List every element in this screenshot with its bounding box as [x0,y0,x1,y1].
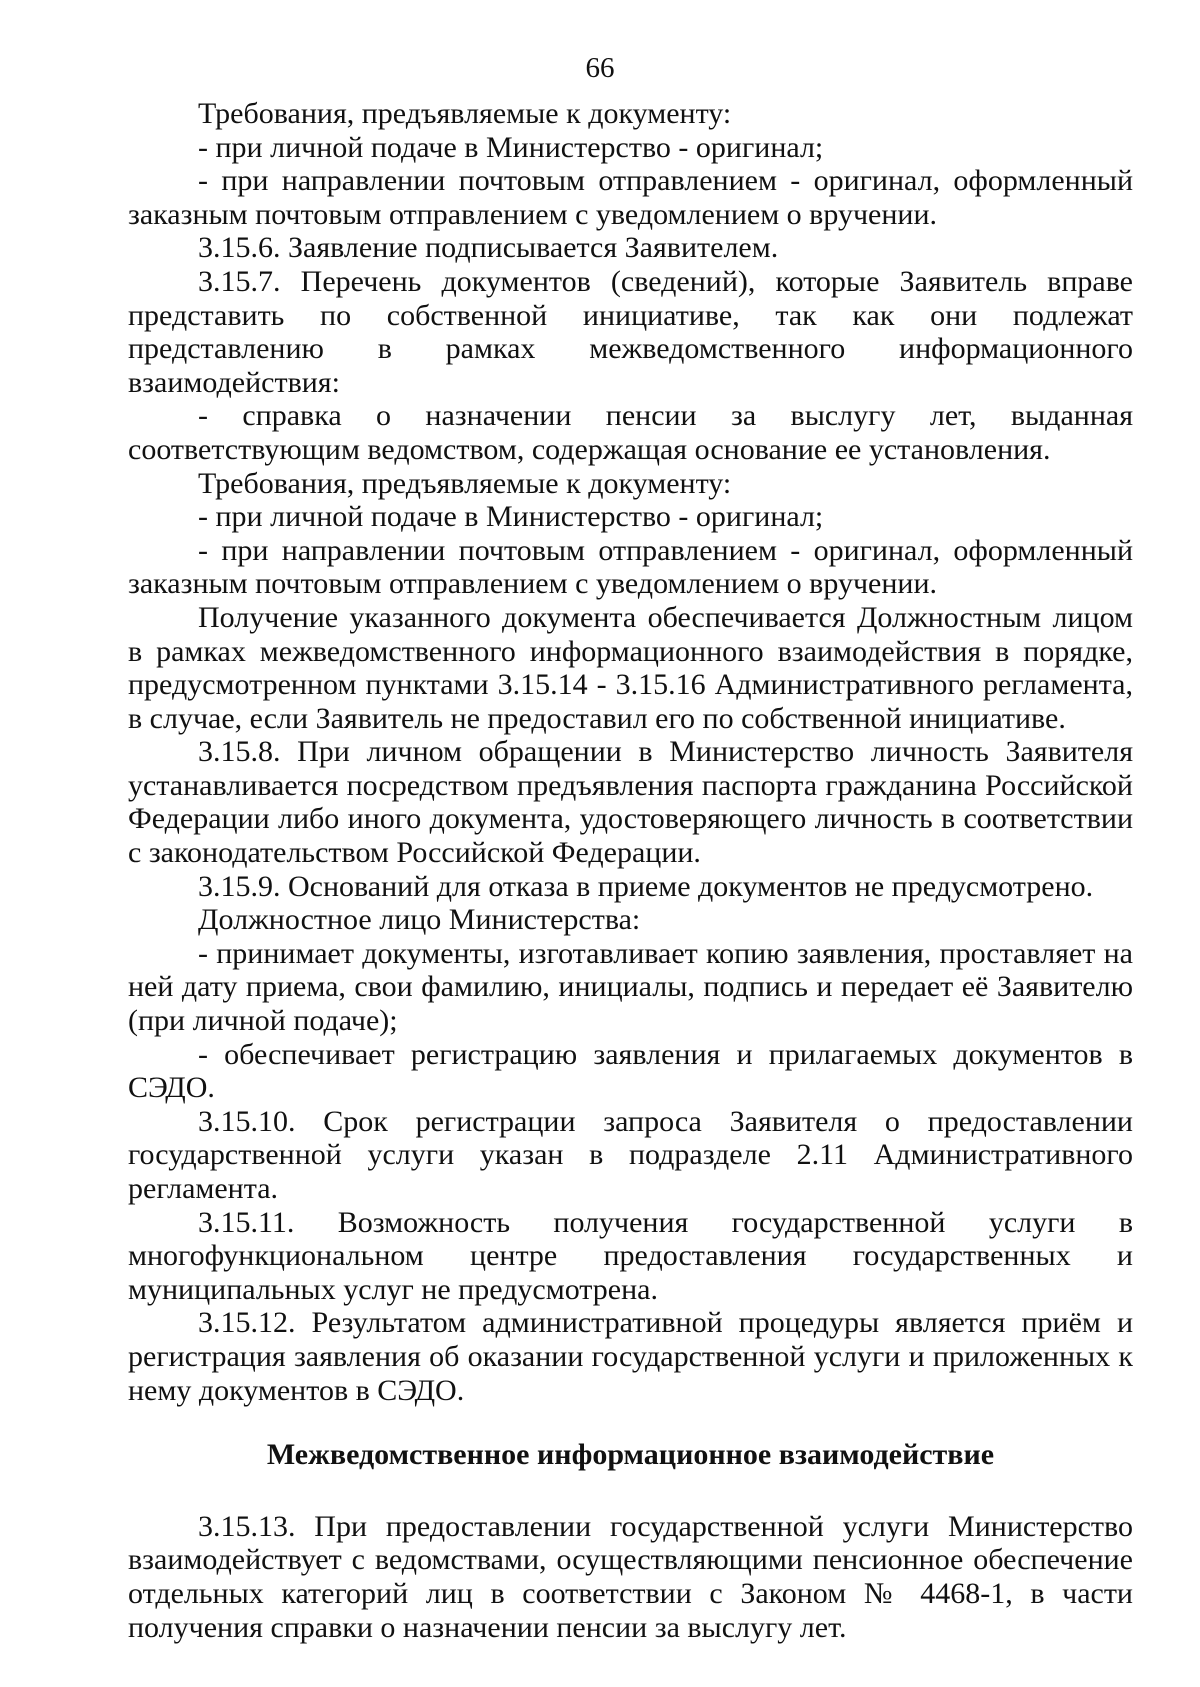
paragraph: - принимает документы, изготавливает копию заявления, проставляет на ней дату приема, свои фамилию, инициалы, подпись и передает её Заявителю (при личной подаче); [128,936,1133,1038]
paragraph: - при личной подаче в Министерство - оригинал; [198,130,824,164]
paragraph: 3.15.11. Возможность получения государственной услуги в многофункциональном центре предоставления государственных и муниципальных услуг не предусмотрена. [128,1205,1133,1306]
paragraph: 3.15.9. Оснований для отказа в приеме документов не предусмотрено. [198,869,1094,903]
paragraph: - при личной подаче в Министерство - оригинал; [198,500,824,534]
paragraph: - при направлении почтовым отправлением - оригинал, оформленный заказным почтовым отправлением с уведомлением о вручении. [128,164,1133,231]
paragraph: 3.15.7. Перечень документов (сведений), которые Заявитель вправе представить по собственной инициативе, так как они подлежат представлению в рамках межведомственного информационного взаимодействия: [128,264,1133,399]
paragraph: Требования, предъявляемые к документу: [198,466,732,500]
paragraph: 3.15.13. При предоставлении государственной услуги Министерство взаимодействует с ведомствами, осуществляющими пенсионное обеспечение отдельных категорий лиц в соответствии с Законом № 4468-1, в части получения справки о назначении пенсии за выслугу лет. [128,1509,1133,1644]
page-number: 66 [585,52,615,84]
paragraph: - при направлении почтовым отправлением - оригинал, оформленный заказным почтовым отправлением с уведомлением о вручении. [128,533,1133,601]
paragraph: 3.15.8. При личном обращении в Министерство личность Заявителя устанавливается посредством предъявления паспорта гражданина Российской Федерации либо иного документа, удостоверяющего личность в соответствии с законодательством Российской Федерации. [128,735,1133,870]
paragraph: 3.15.6. Заявление подписывается Заявителем. [198,231,779,265]
page-body [128,97,1133,1644]
paragraph: Должностное лицо Министерства: [198,903,641,937]
paragraph: Требования, предъявляемые к документу: [198,97,732,130]
paragraph: 3.15.12. Результатом административной процедуры является приём и регистрация заявления об оказании государственной услуги и приложенных к нему документов в СЭДО. [128,1306,1133,1407]
paragraph: 3.15.10. Срок регистрации запроса Заявителя о предоставлении государственной услуги указан в подразделе 2.11 Административного регламента. [128,1104,1133,1205]
section-heading: Межведомственное информационное взаимодействие [266,1438,995,1472]
paragraph: - справка о назначении пенсии за выслугу лет, выданная соответствующим ведомством, содержащая основание ее установления. [128,399,1133,466]
paragraph: Получение указанного документа обеспечивается Должностным лицом в рамках межведомственного информационного взаимодействия в порядке, предусмотренном пунктами 3.15.14 - 3.15.16 Административного регламента, в случае, если Заявитель не предоставил его по собственной инициативе. [128,600,1133,735]
paragraph: - обеспечивает регистрацию заявления и прилагаемых документов в СЭДО. [128,1037,1133,1105]
